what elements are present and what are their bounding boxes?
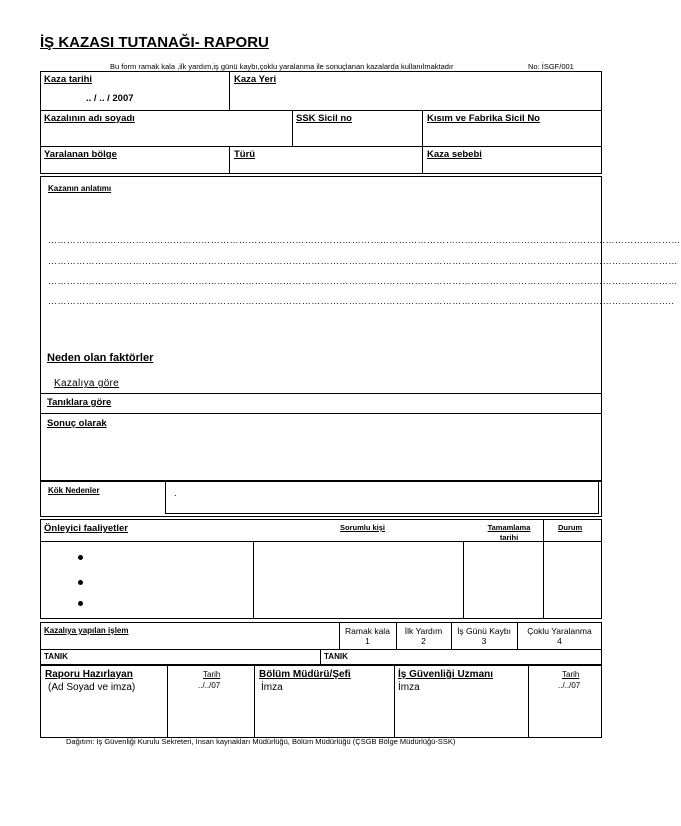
description-line-3[interactable]: ………………………………………………………………………………………………………………………………………………………………………………… <box>48 276 678 286</box>
option-number: 1 <box>365 636 370 646</box>
divider <box>292 110 293 147</box>
safety-expert-signature[interactable]: İmza <box>398 682 420 693</box>
bullet-icon <box>78 555 83 560</box>
injury-type-label: Türü <box>234 149 256 160</box>
row-region-type <box>40 146 602 174</box>
root-causes-value: . <box>174 488 177 499</box>
form-number: No: İSGF/001 <box>528 62 574 71</box>
divider <box>320 649 321 665</box>
accident-date-value[interactable]: .. / .. / 2007 <box>86 93 134 104</box>
distribution-footer: Dağıtım: İş Güvenliği Kurulu Sekreteri, İnsan kaynakları Müdürlüğü, Bölüm Müdürlüğü (ÇSGB Bölge Müdürlüğü-SSK) <box>66 737 456 746</box>
treatment-label: Kazalıya yapılan işlem <box>44 626 129 635</box>
date2-label: Tarih <box>562 670 580 679</box>
completion-date-label: Tamamlama tarihi <box>487 523 531 542</box>
row-date-place <box>40 71 602 111</box>
preparer-sub: (Ad Soyad ve imza) <box>48 682 136 693</box>
description-line-4[interactable]: ……………………………………………………………………………………………………………………………………………………………………………….. <box>48 296 675 306</box>
by-witness-label: Tanıklara göre <box>47 397 112 408</box>
ssk-number-label: SSK Sicil no <box>296 113 352 124</box>
bullet-icon <box>78 580 83 585</box>
witness-label-1: TANIK <box>44 652 68 661</box>
by-victim-label: Kazalıya göre <box>54 378 120 389</box>
divider <box>167 665 168 738</box>
option-near-miss[interactable] <box>339 626 396 646</box>
description-line-1[interactable]: …………….…………………………………………………………………………………………………………………………………………………………………… <box>48 235 681 245</box>
option-name: İlk Yardım <box>404 626 443 636</box>
divider <box>229 146 230 174</box>
option-name: Çoklu Yaralanma <box>527 626 592 636</box>
factors-label: Neden olan faktörler <box>47 352 154 364</box>
divider <box>40 413 602 414</box>
witness-row <box>40 649 602 665</box>
divider <box>253 541 254 619</box>
divider <box>254 665 255 738</box>
section-number-label: Kısım ve Fabrika Sicil No <box>427 113 540 124</box>
description-line-2[interactable]: ………………………………………………………………………………………………………………………………………………………………………………… <box>48 256 678 266</box>
victim-name-label: Kazalının adı soyadı <box>44 113 135 124</box>
status-label: Durum <box>558 523 583 532</box>
result-label: Sonuç olarak <box>47 418 107 429</box>
option-name: İş Günü Kaybı <box>457 626 511 636</box>
form-subtitle: Bu form ramak kala ,ilk yardım,iş günü kaybı,çoklu yaralanma ile sonuçlanan kazalarda kullanılmaktadır <box>110 62 454 71</box>
manager-signature[interactable]: İmza <box>261 682 283 693</box>
accident-date-label: Kaza tarihi <box>44 74 93 85</box>
root-causes-input[interactable] <box>165 481 599 514</box>
divider <box>543 519 544 619</box>
divider <box>422 146 423 174</box>
option-name: Ramak kala <box>345 626 390 636</box>
form-title: İŞ KAZASI TUTANAĞI- RAPORU <box>40 34 269 51</box>
divider <box>229 71 230 111</box>
preparer-label: Raporu Hazırlayan <box>45 669 133 680</box>
divider <box>422 110 423 147</box>
option-number: 3 <box>481 636 487 646</box>
description-label: Kazanın anlatımı <box>48 184 112 193</box>
witness-label-2: TANIK <box>324 652 348 661</box>
option-number: 4 <box>557 636 562 646</box>
divider <box>463 541 464 619</box>
root-causes-label: Kök Nedenler <box>48 486 100 495</box>
accident-cause-label: Kaza sebebi <box>427 149 482 160</box>
responsible-label: Sorumlu kişi <box>340 523 386 532</box>
divider <box>528 665 529 738</box>
option-multiple-injury[interactable] <box>517 626 602 646</box>
accident-place-label: Kaza Yeri <box>234 74 277 85</box>
divider <box>394 665 395 738</box>
option-first-aid[interactable] <box>396 626 451 646</box>
date-label: Tarih <box>203 670 221 679</box>
preventive-label: Önleyici faaliyetler <box>44 523 128 534</box>
date2-value[interactable]: ../../07 <box>558 681 581 690</box>
divider <box>40 393 602 394</box>
injured-region-label: Yaralanan bölge <box>44 149 117 160</box>
bullet-icon <box>78 601 83 606</box>
description-box <box>40 176 681 482</box>
date-value[interactable]: ../../07 <box>198 681 221 690</box>
manager-label: Bölüm Müdürü/Şefi <box>259 669 351 680</box>
option-number: 2 <box>421 636 426 646</box>
safety-expert-label: İş Güvenliği Uzmanı <box>398 669 494 680</box>
option-lost-workday[interactable] <box>451 626 517 646</box>
